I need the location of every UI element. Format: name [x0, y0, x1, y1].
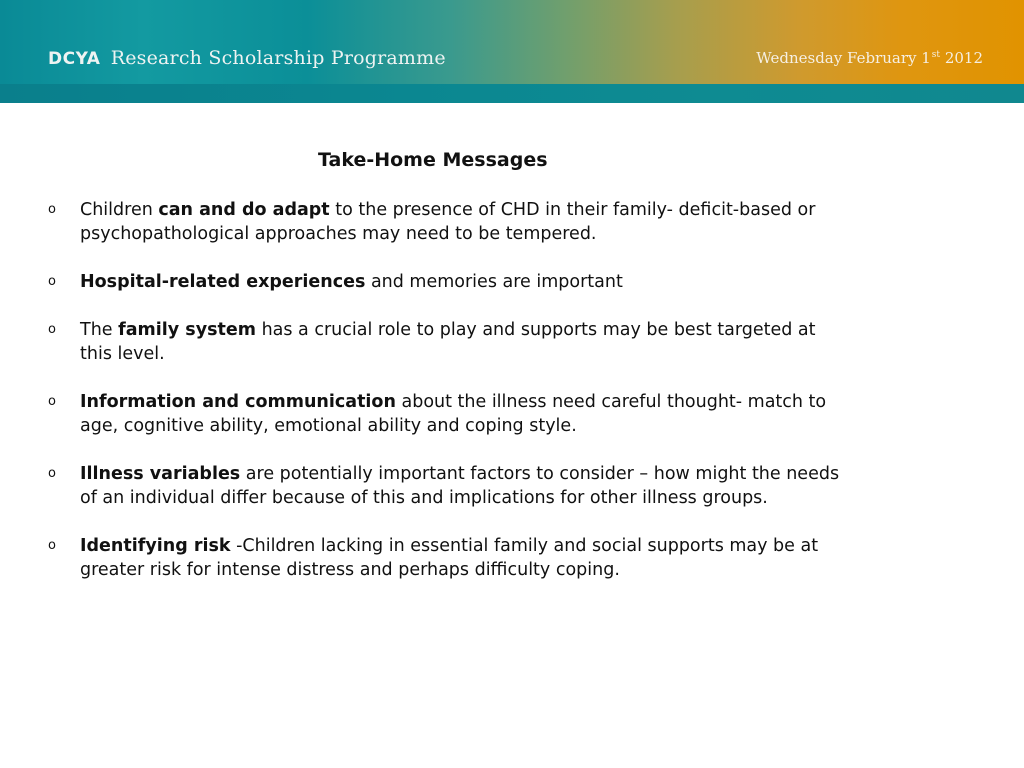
- programme-title: [48, 47, 446, 69]
- bullet-post: about the illness need careful thought- match to age, cognitive ability, emotional ability and coping style.: [80, 392, 827, 436]
- bullet-marker-icon: o: [48, 538, 56, 553]
- bullet-item: [48, 198, 848, 246]
- bullet-emphasis: Information and communication: [80, 392, 396, 412]
- bullet-text: [80, 536, 818, 580]
- bullet-marker-icon: o: [48, 394, 56, 409]
- date-ordinal: st: [931, 50, 941, 60]
- bullet-emphasis: Identifying risk: [80, 536, 231, 556]
- bullet-item: [48, 534, 848, 582]
- slide-title: Take-Home Messages: [318, 149, 548, 171]
- header-banner: [0, 0, 1024, 103]
- brand-name: DCYA: [48, 49, 101, 69]
- bullet-post: -Children lacking in essential family and social supports may be at greater risk for intense distress and perhaps difficulty coping.: [80, 536, 819, 580]
- bullet-marker-icon: o: [48, 274, 56, 289]
- bullet-item: [48, 270, 848, 294]
- bullet-pre: Children: [80, 200, 159, 220]
- date-text: Wednesday February 1: [756, 49, 931, 67]
- bullet-emphasis: can and do adapt: [158, 200, 330, 220]
- bullet-post: are potentially important factors to consider – how might the needs of an individual differ because of this and implications for other illness groups.: [80, 464, 840, 508]
- bullet-text: [80, 392, 826, 436]
- bullet-pre: The: [80, 320, 119, 340]
- programme-name: Research Scholarship Programme: [110, 47, 446, 69]
- presentation-date: [756, 49, 983, 67]
- bullet-text: [80, 320, 815, 364]
- bullet-post: to the presence of CHD in their family- deficit-based or psychopathological approaches may need to be tempered.: [80, 200, 816, 244]
- bullet-marker-icon: o: [48, 466, 56, 481]
- bullet-item: [48, 318, 848, 366]
- bullet-emphasis: family system: [118, 320, 256, 340]
- bullet-item: [48, 462, 848, 510]
- bullet-item: [48, 390, 848, 438]
- bullet-marker-icon: o: [48, 322, 56, 337]
- bullet-post: and memories are important: [365, 272, 623, 292]
- bullet-text: [80, 464, 839, 508]
- message-list: [48, 198, 848, 606]
- bullet-emphasis: Hospital-related experiences: [80, 272, 366, 292]
- bullet-emphasis: Illness variables: [80, 464, 241, 484]
- bullet-text: [80, 272, 623, 292]
- bullet-text: [80, 200, 815, 244]
- date-year: 2012: [940, 49, 983, 67]
- bullet-marker-icon: o: [48, 202, 56, 217]
- header-band: [0, 84, 1024, 103]
- bullet-post: has a crucial role to play and supports may be best targeted at this level.: [80, 320, 816, 364]
